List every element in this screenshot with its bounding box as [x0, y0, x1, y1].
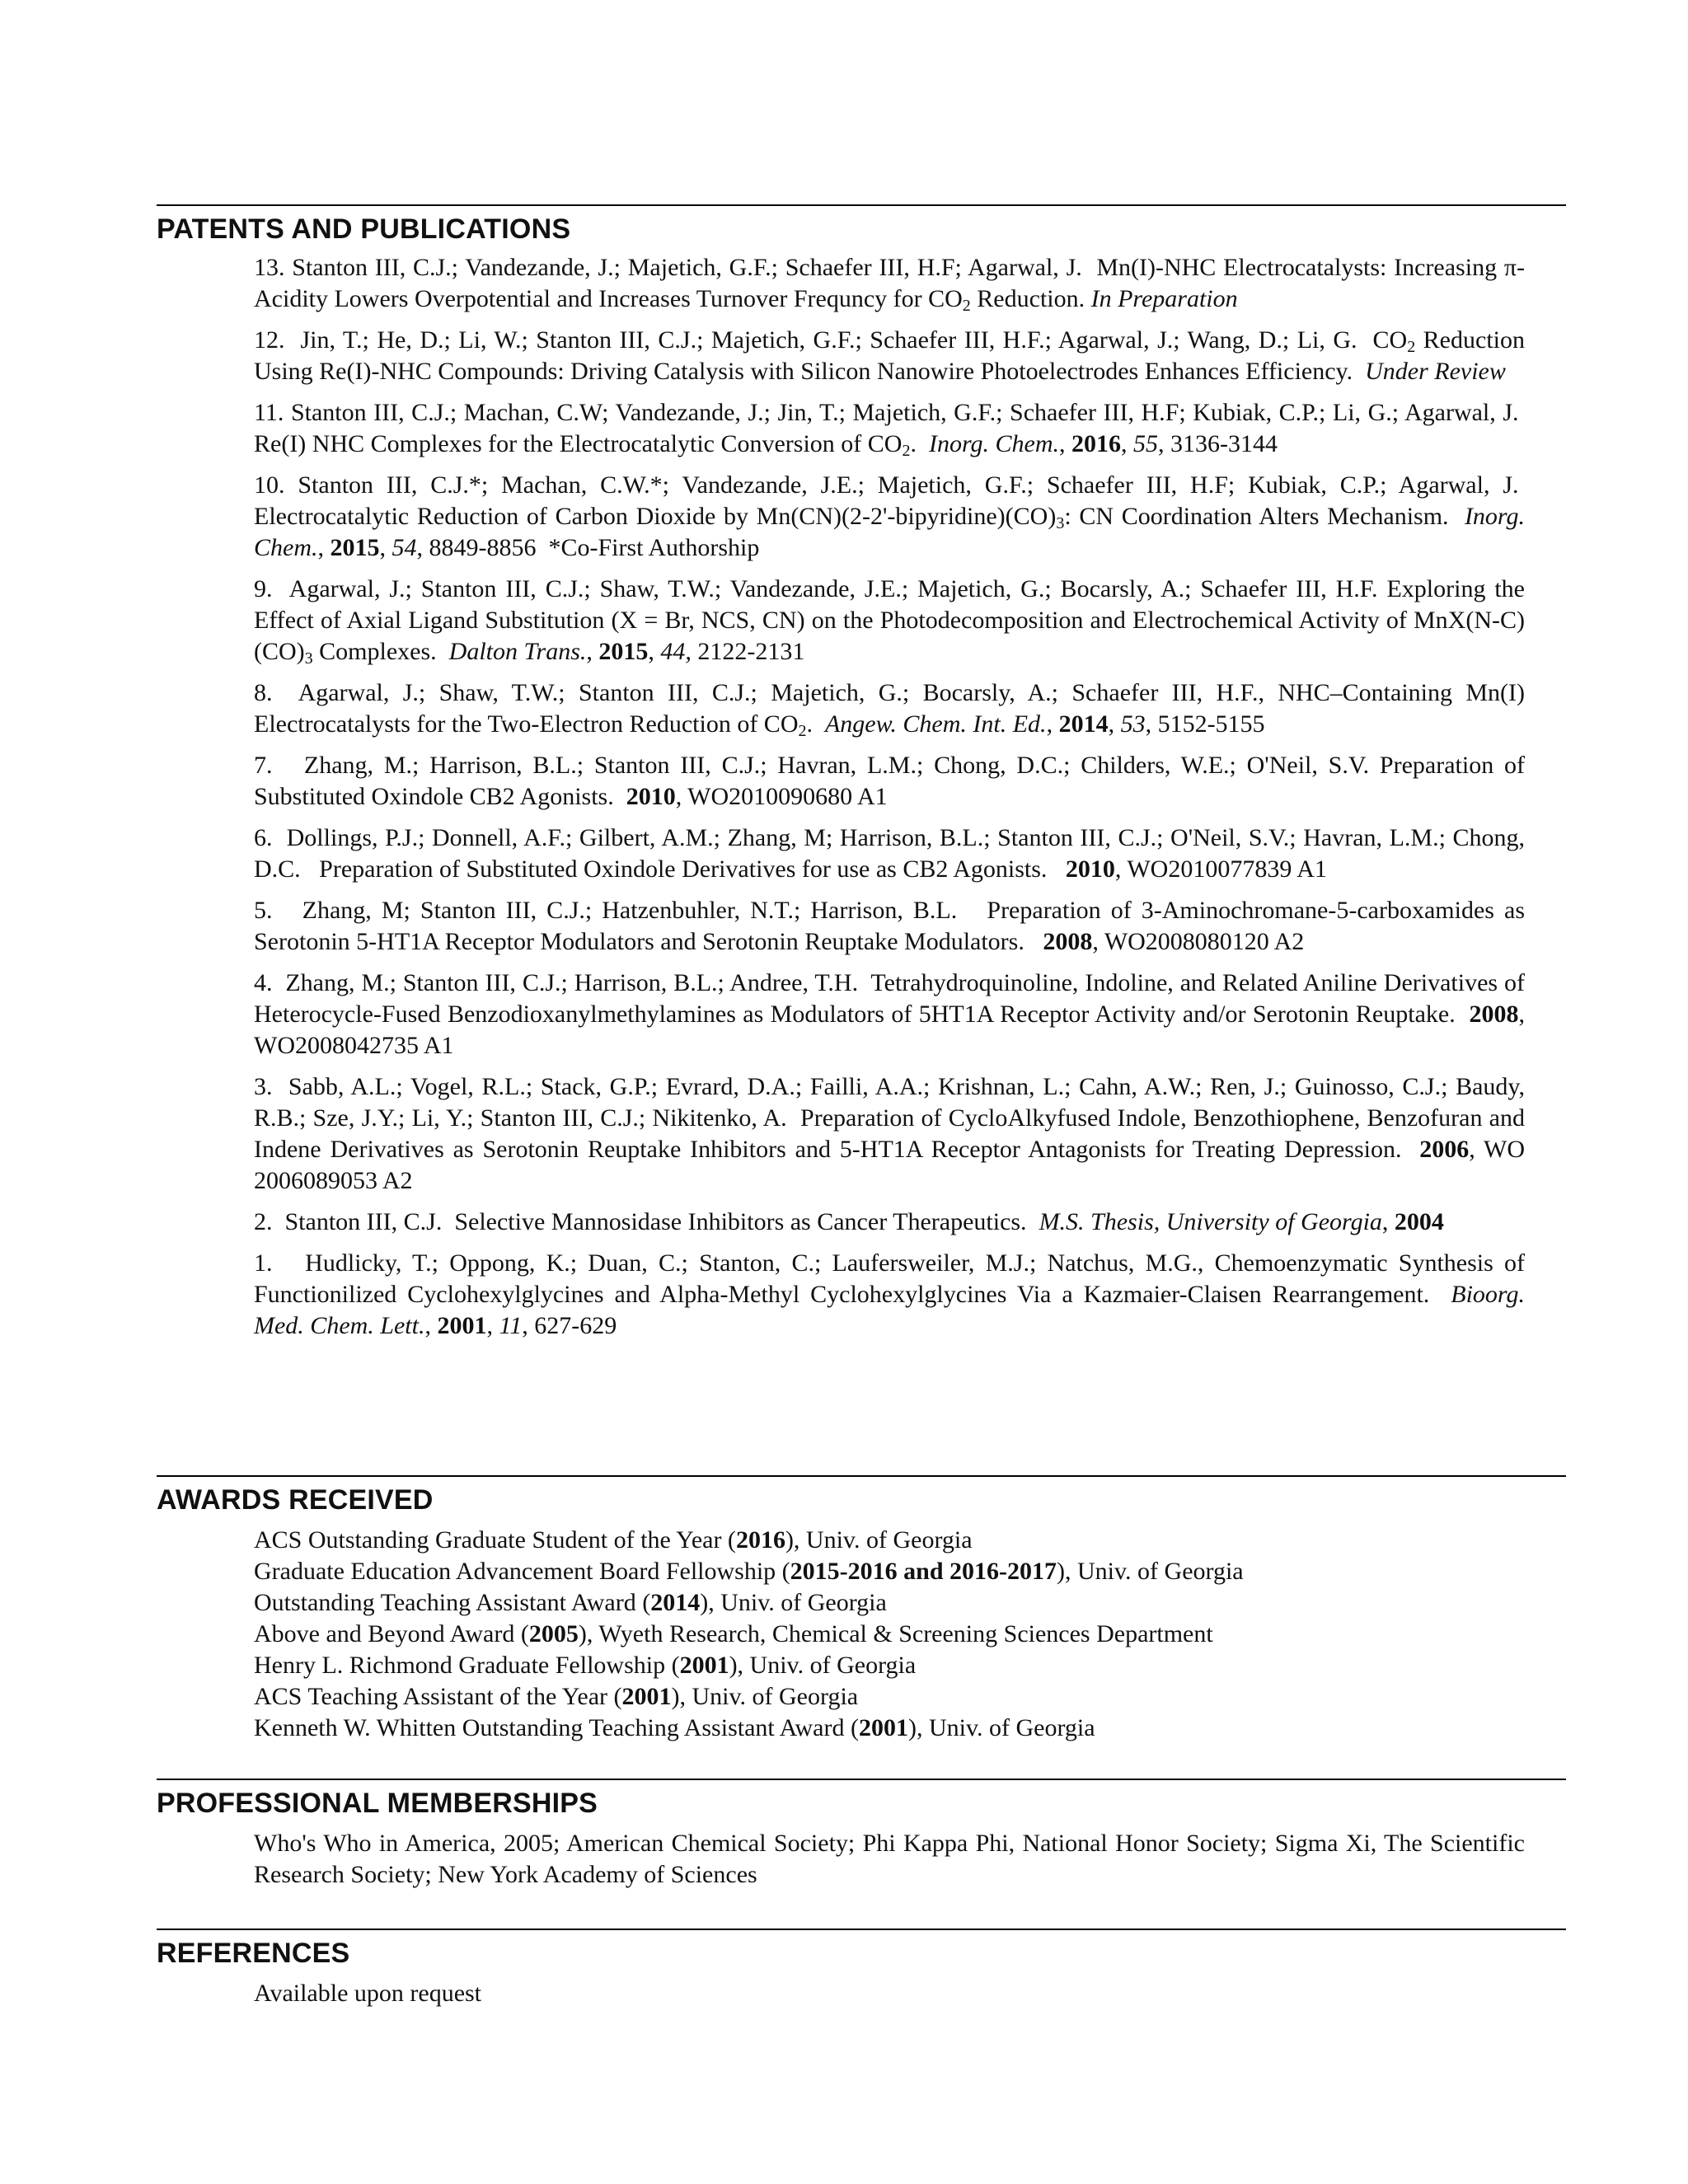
award-item: Outstanding Teaching Assistant Award (2014), Univ. of Georgia	[254, 1589, 887, 1616]
section-heading: PROFESSIONAL MEMBERSHIPS	[157, 1788, 598, 1819]
references-block	[254, 1978, 1525, 2009]
award-item: Graduate Education Advancement Board Fellowship (2015-2016 and 2016-2017), Univ. of Georgia	[254, 1558, 1244, 1585]
publication-entry: 6. Dollings, P.J.; Donnell, A.F.; Gilbert, A.M.; Zhang, M; Harrison, B.L.; Stanton III, C.J.; O'Neil, S.V.; Havran, L.M.; Chong, D.C. Preparation of Substituted Oxindole Derivatives for use as CB2 Agonists. 2010, WO2010077839 A1	[254, 824, 1525, 883]
publication-entry: 11. Stanton III, C.J.; Machan, C.W; Vandezande, J.; Jin, T.; Majetich, G.F.; Schaefer III, H.F; Kubiak, C.P.; Li, G.; Agarwal, J. Re(I) NHC Complexes for the Electrocatalytic Conversion of $CO_2$. Inorg. Chem., 2016, 55, 3136-3144	[254, 399, 1525, 460]
publication-entry: 5. Zhang, M; Stanton III, C.J.; Hatzenbuhler, N.T.; Harrison, B.L. Preparation of 3-Aminochromane-5-carboxamides as Serotonin 5-HT1A Receptor Modulators and Serotonin Reuptake Modulators. 2008, WO2008080120 A2	[254, 897, 1525, 955]
publication-entry: 13. Stanton III, C.J.; Vandezande, J.; Majetich, G.F.; Schaefer III, H.F; Agarwal, J. Mn(I)-NHC Electrocatalysts: Increasing π-Acidity Lowers Overpotential and Increases Turnover Frequncy for $CO_2$ Reduction. In Preparation	[254, 254, 1525, 315]
publication-entry: 3. Sabb, A.L.; Vogel, R.L.; Stack, G.P.; Evrard, D.A.; Failli, A.A.; Krishnan, L.; Cahn, A.W.; Ren, J.; Guinosso, C.J.; Baudy, R.B.; Sze, J.Y.; Li, Y.; Stanton III, C.J.; Nikitenko, A. Preparation of CycloAlkyfused Indole, Benzothiophene, Benzofuran and Indene Derivatives as Serotonin Reuptake Inhibitors and 5-HT1A Receptor Antagonists for Treating Depression. 2006, WO 2006089053 A2	[254, 1073, 1525, 1194]
awards-list	[254, 1525, 1525, 1744]
publication-entry: 9. Agarwal, J.; Stanton III, C.J.; Shaw, T.W.; Vandezande, J.E.; Majetich, G.; Bocarsly, A.; Schaefer III, H.F. Exploring the Effect of Axial Ligand Substitution (X = Br, NCS, CN) on the Photodecomposition and Electrochemical Activity of $MnX(N-C)(CO)_3$ Complexes. Dalton Trans., 2015, 44, 2122-2131	[254, 575, 1525, 668]
memberships-text: Who's Who in America, 2005; American Chemical Society; Phi Kappa Phi, National Honor Society; Sigma Xi, The Scientific Research Society; New York Academy of Sciences	[254, 1830, 1525, 1888]
publication-entry: 10. Stanton III, C.J.*; Machan, C.W.*; Vandezande, J.E.; Majetich, G.F.; Schaefer III, H.F; Kubiak, C.P.; Agarwal, J. Electrocatalytic Reduction of Carbon Dioxide by $Mn(CN)(2-2'-bipyridine)(CO)_3$: CN Coordination Alters Mechanism. Inorg. Chem., 2015, 54, 8849-8856 *Co-First Authorship	[254, 471, 1525, 561]
references-section	[157, 1929, 1566, 2009]
publication-entry: 4. Zhang, M.; Stanton III, C.J.; Harrison, B.L.; Andree, T.H. Tetrahydroquinoline, Indoline, and Related Aniline Derivatives of Heterocycle-Fused Benzodioxanylmethylamines as Modulators of 5HT1A Receptor Activity and/or Serotonin Reuptake. 2008, WO2008042735 A1	[254, 969, 1525, 1059]
publications-section	[157, 204, 1566, 1352]
memberships-section	[157, 1779, 1566, 1891]
section-heading: PATENTS AND PUBLICATIONS	[157, 213, 571, 245]
section-heading: AWARDS RECEIVED	[157, 1484, 434, 1516]
publication-list	[254, 252, 1525, 1342]
award-item: Kenneth W. Whitten Outstanding Teaching Assistant Award (2001), Univ. of Georgia	[254, 1714, 1095, 1741]
section-heading: REFERENCES	[157, 1938, 350, 1969]
publication-entry: 1. Hudlicky, T.; Oppong, K.; Duan, C.; Stanton, C.; Laufersweiler, M.J.; Natchus, M.G., Chemoenzymatic Synthesis of Functionilized Cyclohexylglycines and Alpha-Methyl Cyclohexylglycines Via a Kazmaier-Claisen Rearrangement. Bioorg. Med. Chem. Lett., 2001, 11, 627-629	[254, 1249, 1525, 1339]
award-item: ACS Teaching Assistant of the Year (2001), Univ. of Georgia	[254, 1683, 859, 1710]
award-item: Henry L. Richmond Graduate Fellowship (2001), Univ. of Georgia	[254, 1652, 917, 1679]
section-divider	[157, 204, 1566, 206]
publication-entry: 2. Stanton III, C.J. Selective Mannosidase Inhibitors as Cancer Therapeutics. M.S. Thesis, University of Georgia, 2004	[254, 1208, 1444, 1235]
memberships-block	[254, 1828, 1525, 1891]
section-divider	[157, 1929, 1566, 1930]
publication-entry: 8. Agarwal, J.; Shaw, T.W.; Stanton III, C.J.; Majetich, G.; Bocarsly, A.; Schaefer III, H.F., NHC–Containing Mn(I) Electrocatalysts for the Two-Electron Reduction of $CO_2$. Angew. Chem. Int. Ed., 2014, 53, 5152-5155	[254, 679, 1525, 740]
publication-entry: 7. Zhang, M.; Harrison, B.L.; Stanton III, C.J.; Havran, L.M.; Chong, D.C.; Childers, W.E.; O'Neil, S.V. Preparation of Substituted Oxindole CB2 Agonists. 2010, WO2010090680 A1	[254, 752, 1525, 810]
section-divider	[157, 1475, 1566, 1477]
references-text: Available upon request	[254, 1980, 482, 2007]
award-item: ACS Outstanding Graduate Student of the Year (2016), Univ. of Georgia	[254, 1526, 973, 1554]
awards-section	[157, 1475, 1566, 1744]
award-item: Above and Beyond Award (2005), Wyeth Research, Chemical & Screening Sciences Department	[254, 1620, 1213, 1647]
section-divider	[157, 1779, 1566, 1780]
publication-entry: 12. Jin, T.; He, D.; Li, W.; Stanton III, C.J.; Majetich, G.F.; Schaefer III, H.F.; Agarwal, J.; Wang, D.; Li, G. $CO_2$ Reduction Using Re(I)-NHC Compounds: Driving Catalysis with Silicon Nanowire Photoelectrodes Enhances Efficiency. Under Review	[254, 326, 1525, 385]
